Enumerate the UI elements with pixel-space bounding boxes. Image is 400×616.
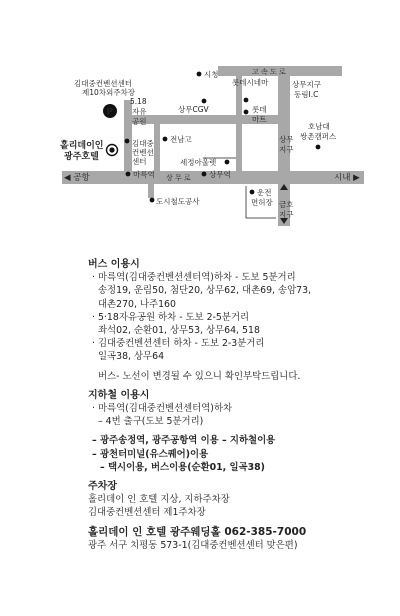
label-park518-2: 자유 — [132, 107, 147, 116]
subway-line: · 마륵역(김대중컨벤션센터역)하차 — [92, 403, 233, 415]
bus-note: 버스- 노선이 변경될 수 있으니 확인부탁드립니다. — [98, 370, 301, 382]
road-left-vertical — [124, 100, 132, 171]
label-parking-sub: 제10차외주차장 — [82, 88, 136, 97]
label-driving-license-1: 운전 — [257, 188, 272, 197]
marker-cgv — [202, 99, 207, 104]
parking-line: 홀리데이 인 호텔 지상, 지하주차장 — [88, 494, 230, 506]
label-park518-1: 5.18 — [130, 97, 147, 106]
subway-title: 지하철 이용시 — [88, 389, 150, 401]
subway-line: – 4번 출구(도보 5분거리) — [98, 416, 204, 428]
bus-line: · 5·18자유공원 하차 - 도보 2-5분거리 — [92, 311, 250, 323]
label-honam-1: 호남대 — [308, 122, 330, 131]
marker-dj-center — [125, 139, 130, 144]
marker-city-hall — [197, 72, 202, 77]
bus-line: · 마륵역(김대중컨벤션센터역)하차 - 도보 5분거리 — [92, 272, 296, 284]
label-sangmu-ro: 상 무 로 — [166, 174, 191, 182]
bus-title: 버스 이용시 — [88, 259, 140, 270]
label-lotte-mart-2: 마트 — [252, 115, 267, 124]
marker-sejong-outlet — [225, 160, 230, 165]
transfer-line: – 택시이용, 버스이용(순환01, 일곡38) — [100, 461, 265, 473]
location-map — [0, 0, 400, 250]
label-maruk-station: 마륵역 — [133, 170, 155, 179]
label-hotel-1: 홀리데이인 — [60, 141, 104, 151]
bus-line: · 김대중컨벤션센터 하차 - 도보 2-3분거리 — [92, 338, 265, 350]
label-parking-name: 김대중컨벤션센터 — [74, 79, 132, 88]
hotel-target-icon — [107, 145, 118, 156]
label-expressway: 고 속 도 로 — [252, 68, 286, 76]
label-sangmu-ic-2: 동림I.C — [294, 90, 319, 99]
label-dj-center-1: 김대중 — [132, 139, 154, 148]
parking-icon-letter: P — [106, 107, 114, 118]
contact-line — [88, 526, 388, 539]
road-vertical-c — [148, 184, 154, 198]
label-honam-2: 쌍촌캠퍼스 — [300, 132, 337, 141]
label-geumho-jigu-2: 지구 — [279, 210, 294, 219]
label-sangmu-station: 상무역 — [209, 170, 231, 179]
label-sangmu-jigu-1: 상무 — [279, 135, 294, 144]
label-park518-3: 공원 — [132, 117, 147, 126]
address: 광주 서구 치평동 573-1(김대중컨벤션센터 맞은편) — [88, 539, 298, 551]
label-lotte-cinema-1: 롯데시네마 — [232, 78, 269, 87]
label-dj-center-3: 센터 — [132, 157, 147, 166]
label-lotte-mart-1: 롯데 — [252, 105, 267, 114]
marker-jeonnam-go — [163, 137, 168, 142]
road-vertical-b — [236, 76, 242, 171]
label-hotel-2: 광주호텔 — [64, 152, 99, 162]
label-downtown: 시내 ▶ — [334, 173, 360, 183]
label-geumho-jigu-1: 금호 — [279, 200, 294, 209]
contact-phone[interactable]: 062-385-7000 — [224, 525, 307, 538]
road-vertical-a — [154, 124, 160, 171]
label-sejong-outlet: 세정아울렛 — [180, 158, 217, 167]
parking-title: 주차장 — [88, 481, 117, 493]
marker-maruk-station — [126, 172, 131, 177]
marker-driving-license — [250, 190, 255, 195]
label-cgv: 상무CGV — [178, 105, 209, 114]
label-sangmu-ic-1: 상무지구 — [292, 80, 321, 89]
bus-line: 송정19, 운림50, 첨단20, 상무62, 대촌69, 송암73, — [98, 285, 312, 297]
marker-metro-corp — [150, 198, 155, 203]
parking-line: 김대중컨벤션센터 제1주차장 — [88, 507, 206, 519]
directions-info — [88, 252, 388, 552]
bus-line: 대촌270, 나주160 — [98, 298, 176, 310]
transfer-line: – 광천터미널(유스퀘어)이용 — [92, 448, 209, 460]
label-jeonnam-go: 전남고 — [170, 135, 192, 144]
marker-honam — [316, 145, 321, 150]
label-city-hall: 시청 — [204, 70, 219, 79]
bus-line: 좌석02, 순환01, 상무53, 상무64, 518 — [98, 325, 260, 337]
transfer-line: – 광주송정역, 광주공항역 이용 – 지하철이용 — [92, 435, 276, 447]
label-driving-license-2: 면허장 — [251, 198, 273, 207]
marker-lotte-mart — [244, 110, 249, 115]
contact-name: 홀리데이 인 호텔 광주웨딩홀 — [88, 525, 221, 538]
label-metro-corp: 도시철도공사 — [156, 197, 200, 206]
label-sangmu-jigu-2: 지구 — [279, 145, 294, 154]
label-airport: ◀ 공항 — [64, 173, 90, 183]
marker-lotte-cinema — [244, 98, 249, 103]
marker-sangmu-station — [202, 172, 207, 177]
bus-line: 일곡38, 상무64 — [98, 351, 165, 363]
label-dj-center-2: 컨벤션 — [132, 148, 154, 157]
